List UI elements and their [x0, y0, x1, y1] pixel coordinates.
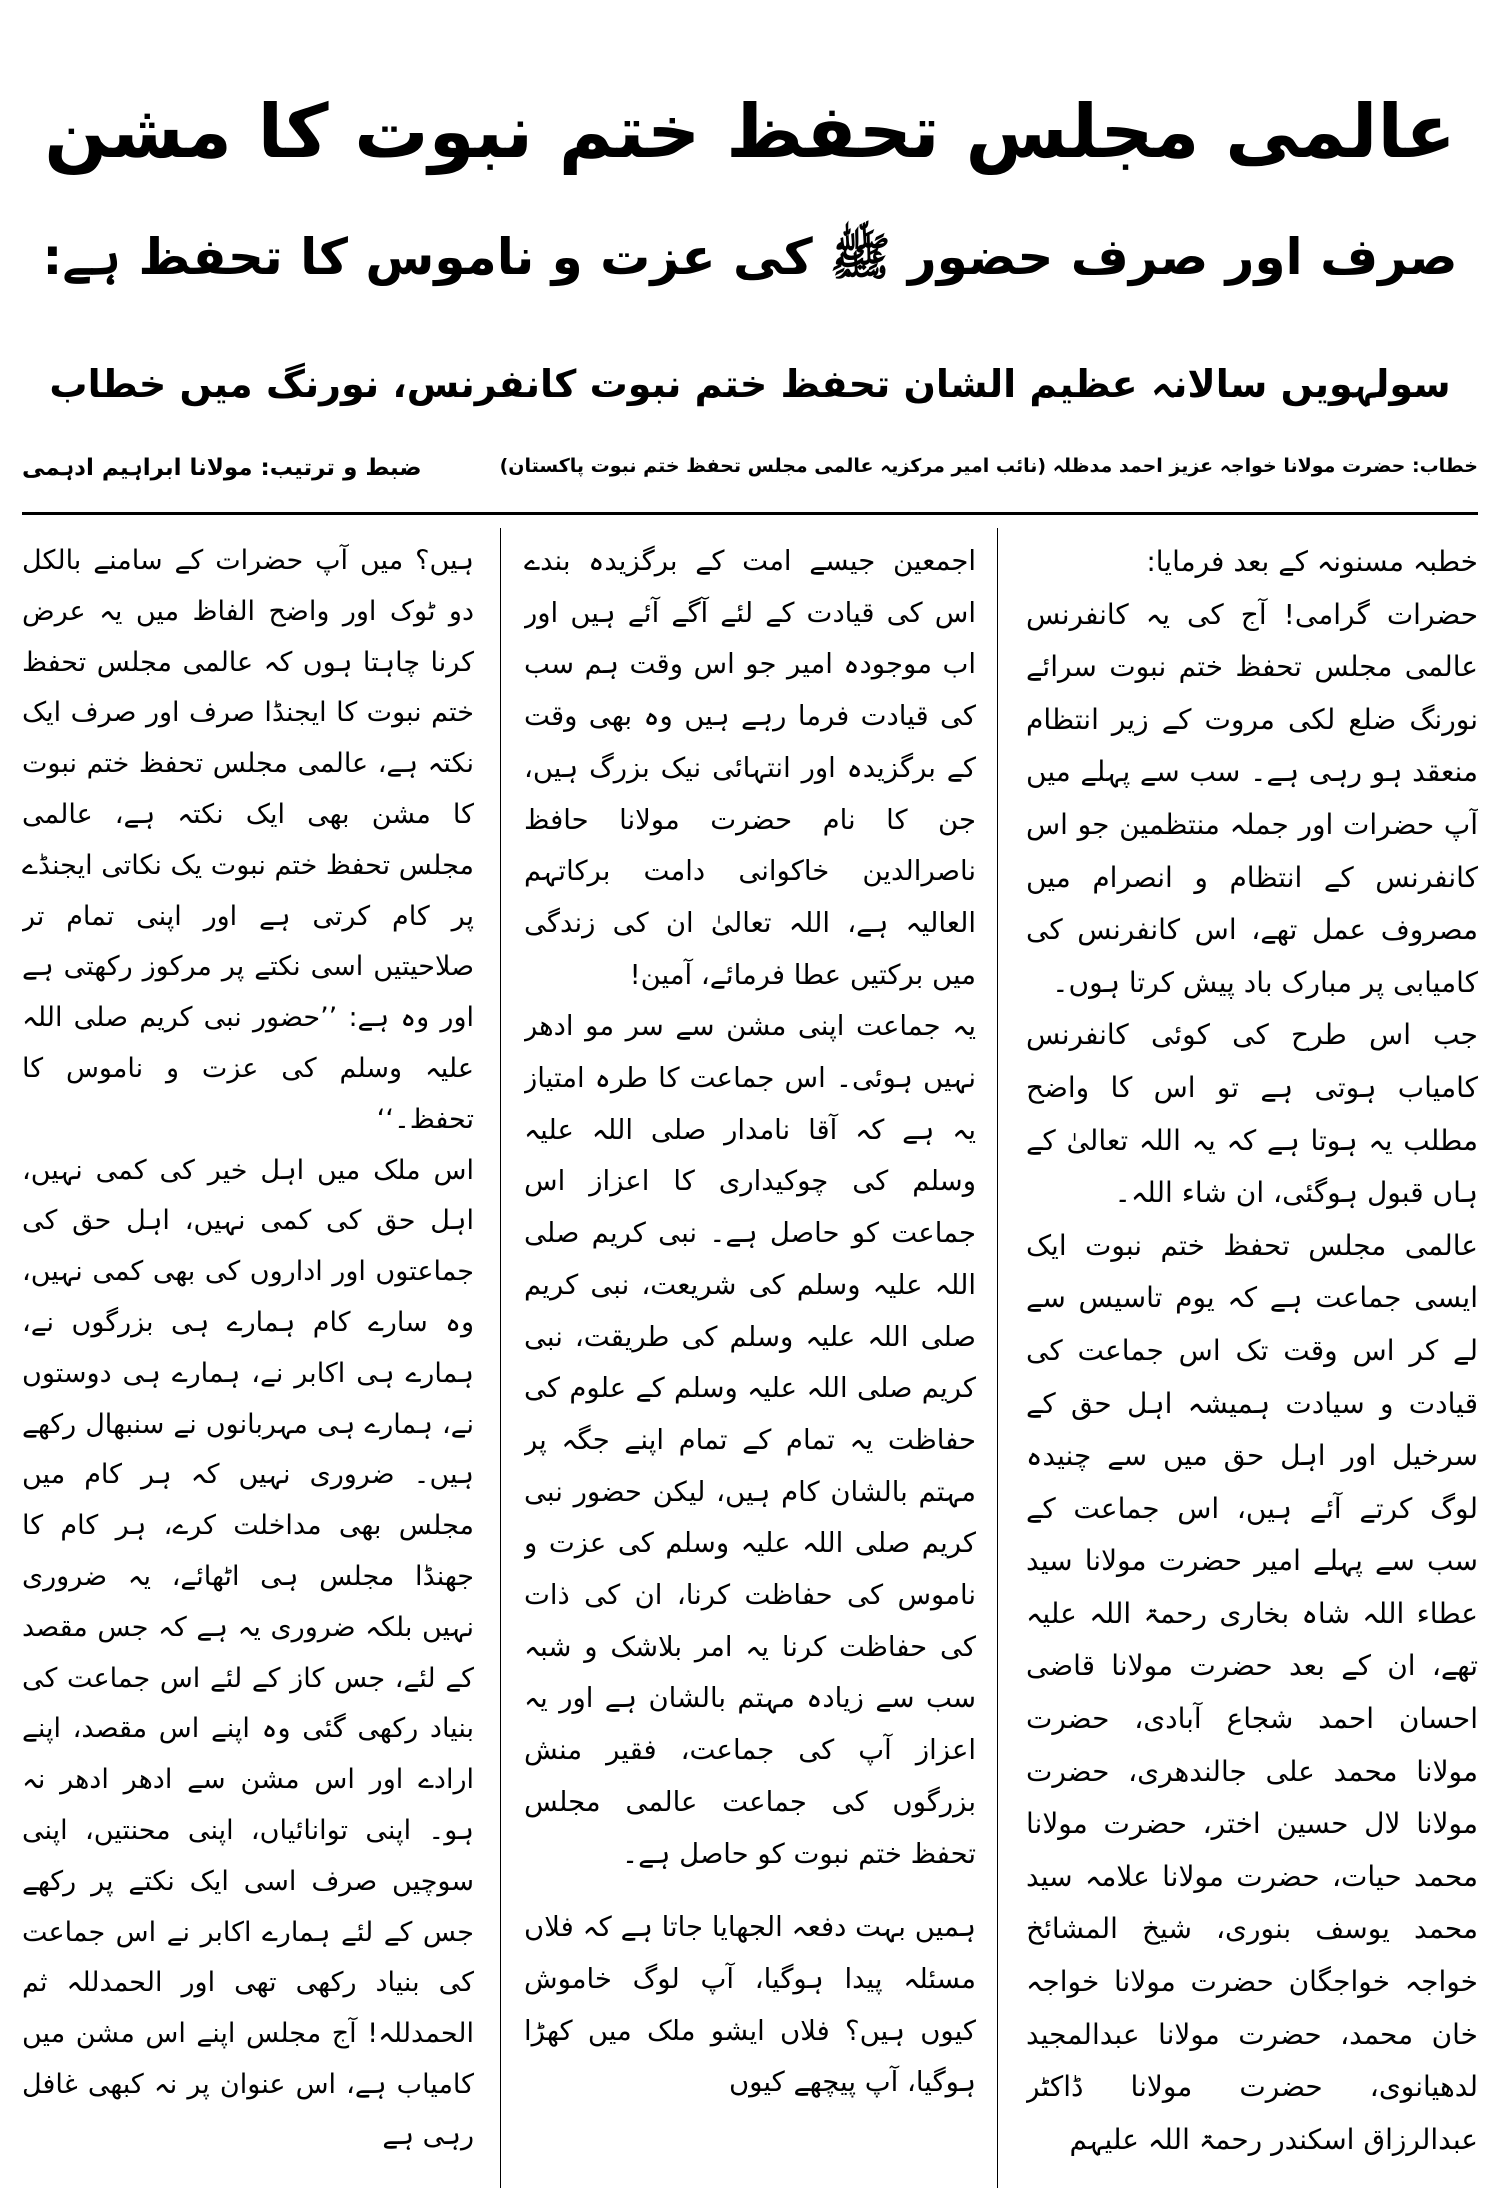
- paragraph: ہیں؟ میں آپ حضرات کے سامنے بالکل دو ٹوک اور واضح الفاظ میں یہ عرض کرنا چاہتا ہوں کہ عالمی مجلس تحفظ ختم نبوت کا ایجنڈا صرف اور صرف ایک نکتہ ہے، عالمی مجلس تحفظ ختم نبوت کا مشن بھی ایک نکتہ ہے، عالمی مجلس تحفظ ختم نبوت یک نکاتی ایجنڈے پر کام کرتی ہے اور اپنی تمام تر صلاحیتیں اسی نکتے پر مرکوز رکھتی ہے اور وہ ہے: ’’حضور نبی کریم صلی اللہ علیہ وسلم کی عزت و ناموس کا تحفظ۔‘‘: [22, 545, 474, 1135]
- paragraph: جب اس طرح کی کوئی کانفرنس کامیاب ہوتی ہے تو اس کا واضح مطلب یہ ہوتا ہے کہ یہ اللہ تعالیٰ کے ہاں قبول ہوگئی، ان شاء اللہ۔: [1026, 1018, 1478, 1210]
- paragraph: خطبہ مسنونہ کے بعد فرمایا:: [1146, 545, 1478, 578]
- headline-line-2: صرف اور صرف حضور ﷺ کی عزت و ناموس کا تحفظ ہے:: [42, 228, 1458, 286]
- paragraph: اجمعین جیسے امت کے برگزیدہ بندے اس کی قیادت کے لئے آگے آئے ہیں اور اب موجودہ امیر جو اس وقت ہم سب کی قیادت فرما رہے ہیں وہ بھی وقت کے برگزیدہ اور انتہائی نیک بزرگ ہیں، جن کا نام حضرت مولانا حافظ ناصرالدین خاکوانی دامت برکاتہم العالیہ ہے، اللہ تعالیٰ ان کی زندگی میں برکتیں عطا فرمائے، آمین!: [524, 545, 976, 991]
- paragraph: حضرات گرامی! آج کی یہ کانفرنس عالمی مجلس تحفظ ختم نبوت سرائے نورنگ ضلع لکی مروت کے زیر انتظام منعقد ہو رہی ہے۔ سب سے پہلے میں آپ حضرات اور جملہ منتظمین جو اس کانفرنس کے انتظام و انصرام میں مصروف عمل تھے، اس کانفرنس کی کامیابی پر مبارک باد پیش کرتا ہوں۔: [1026, 597, 1478, 999]
- article-column-2: [524, 536, 976, 2186]
- column-divider: [997, 528, 998, 2188]
- paragraph: یہ جماعت اپنی مشن سے سر مو ادھر نہیں ہوئی۔ اس جماعت کا طرہ امتیاز یہ ہے کہ آقا نامدار صلی اللہ علیہ وسلم کی چوکیداری کا اعزاز اس جماعت کو حاصل ہے۔ نبی کریم صلی اللہ علیہ وسلم کی شریعت، نبی کریم صلی اللہ علیہ وسلم کی طریقت، نبی کریم صلی اللہ علیہ وسلم کے علوم کی حفاظت یہ تمام کے تمام اپنے جگہ پر مہتم بالشان کام ہیں، لیکن حضور نبی کریم صلی اللہ علیہ وسلم کی عزت و ناموس کی حفاظت کرنا، ان کی ذات کی حفاظت کرنا یہ امر بلاشک و شبہ سب سے زیادہ مہتم بالشان ہے اور یہ اعزاز آپ کی جماعت، فقیر منش بزرگوں کی جماعت عالمی مجلس تحفظ ختم نبوت کو حاصل ہے۔: [524, 1010, 976, 1870]
- compiler-credit: ضبط و ترتیب: مولانا ابراہیم ادہمی: [22, 455, 422, 481]
- column-divider: [500, 528, 501, 2188]
- byline: [22, 455, 1478, 501]
- paragraph: اس ملک میں اہل خیر کی کمی نہیں، اہل حق کی کمی نہیں، اہل حق کی جماعتوں اور اداروں کی بھی کمی نہیں، وہ سارے کام ہمارے ہی بزرگوں نے، ہمارے ہی اکابر نے، ہمارے ہی دوستوں نے، ہمارے ہی مہربانوں نے سنبھال رکھے ہیں۔ ضروری نہیں کہ ہر کام میں مجلس بھی مداخلت کرے، ہر کام کا جھنڈا مجلس ہی اٹھائے، یہ ضروری نہیں بلکہ ضروری یہ ہے کہ جس مقصد کے لئے، جس کاز کے لئے اس جماعت کی بنیاد رکھی گئی وہ اپنے اس مقصد، اپنے ارادے اور اس مشن سے ادھر ادھر نہ ہو۔ اپنی توانائیاں، اپنی محنتیں، اپنی سوچیں صرف اسی ایک نکتے پر رکھے جس کے لئے ہمارے اکابر نے اس جماعت کی بنیاد رکھی تھی اور الحمدللہ ثم الحمدللہ! آج مجلس اپنے اس مشن میں کامیاب ہے، اس عنوان پر نہ کبھی غافل رہی ہے: [22, 1154, 474, 2151]
- header-divider: [22, 512, 1478, 515]
- article-column-1: [1026, 536, 1478, 2186]
- headline-line-1: عالمی مجلس تحفظ ختم نبوت کا مشن: [44, 89, 1456, 175]
- paragraph: عالمی مجلس تحفظ ختم نبوت ایک ایسی جماعت ہے کہ یوم تاسیس سے لے کر اس وقت تک اس جماعت کی قیادت و سیادت ہمیشہ اہل حق کے سرخیل اور اہل حق میں سے چنیدہ لوگ کرتے آئے ہیں، اس جماعت کے سب سے پہلے امیر حضرت مولانا سید عطاء اللہ شاہ بخاری رحمۃ اللہ علیہ تھے، ان کے بعد حضرت مولانا قاضی احسان احمد شجاع آبادی، حضرت مولانا محمد علی جالندھری، حضرت مولانا لال حسین اختر، حضرت مولانا محمد حیات، حضرت مولانا علامہ سید محمد یوسف بنوری، شیخ المشائخ خواجہ خواجگان حضرت مولانا خواجہ خان محمد، حضرت مولانا عبدالمجید لدھیانوی، حضرت مولانا ڈاکٹر عبدالرزاق اسکندر رحمۃ اللہ علیہم: [1026, 1228, 1478, 2156]
- paragraph: ہمیں بہت دفعہ الجھایا جاتا ہے کہ فلاں مسئلہ پیدا ہوگیا، آپ لوگ خاموش کیوں ہیں؟ فلاں ایشو ملک میں کھڑا ہوگیا، آپ پیچھے کیوں: [524, 1911, 976, 2099]
- subheadline: سولہویں سالانہ عظیم الشان تحفظ ختم نبوت کانفرنس، نورنگ میں خطاب: [49, 362, 1451, 406]
- speaker-credit: خطاب: حضرت مولانا خواجہ عزیز احمد مدظلہ (نائب امیر مرکزیہ عالمی مجلس تحفظ ختم نبوت پاکستان): [499, 455, 1478, 477]
- article-column-3: [22, 536, 474, 2186]
